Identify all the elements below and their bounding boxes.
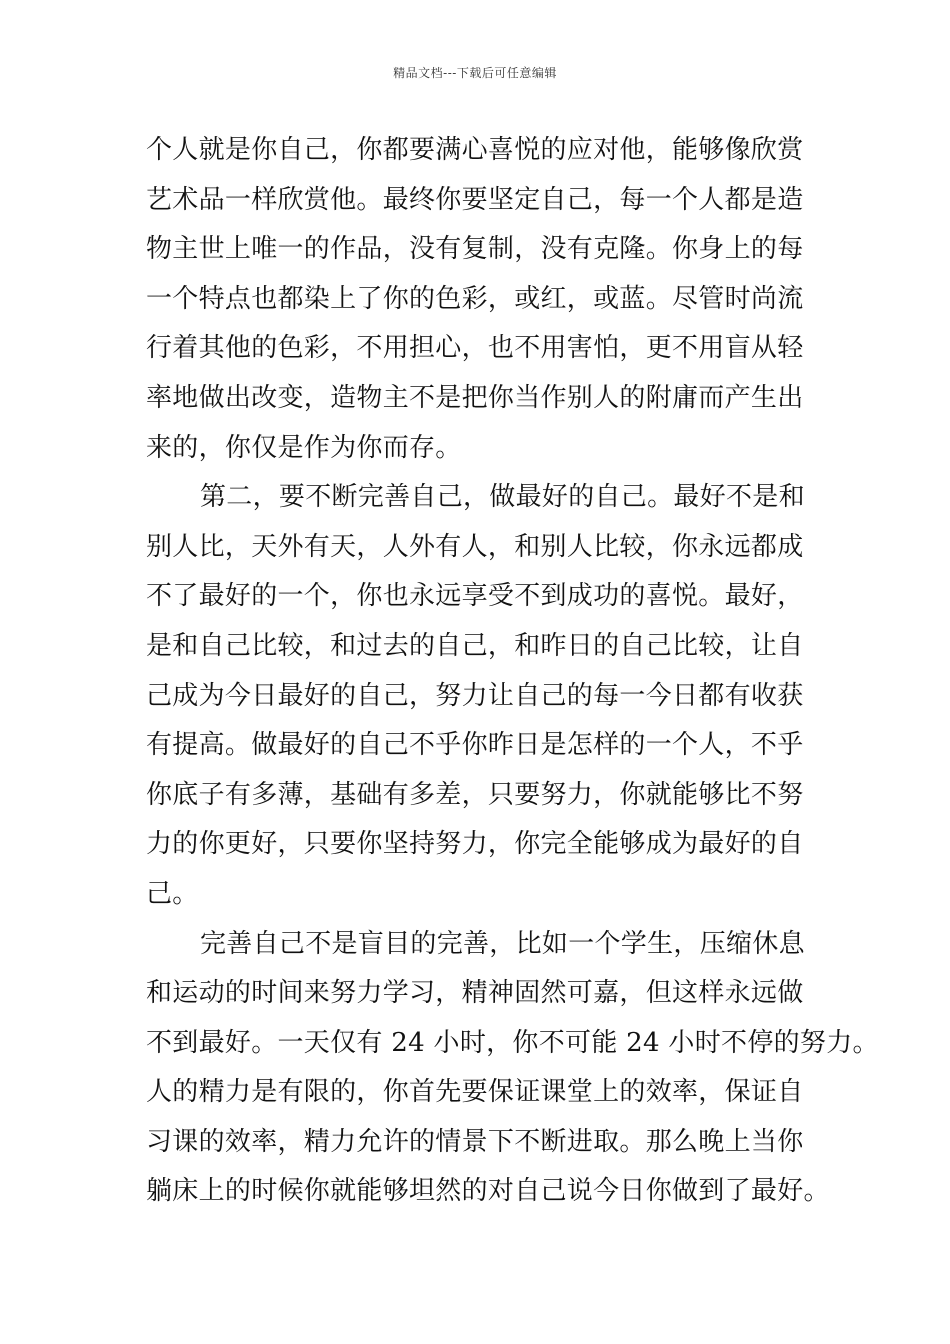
text-line: 物主世上唯一的作品，没有复制，没有克隆。你身上的每 (146, 234, 804, 265)
text-line: 个人就是你自己，你都要满心喜悦的应对他，能够像欣赏 (146, 135, 804, 165)
text-line: 你底子有多薄，基础有多差，只要努力，你就能够比不努 (146, 779, 804, 810)
text-line: 率地做出改变，造物主不是把你当作别人的附庸而产生出 (146, 382, 804, 413)
text-line: 有提高。做最好的自己不乎你昨日是怎样的一个人，不乎 (146, 730, 804, 761)
paragraph-first-line: 第二，要不断完善自己，做最好的自己。最好不是和 (200, 482, 805, 513)
text-line: 行着其他的色彩，不用担心，也不用害怕，更不用盲从轻 (146, 333, 804, 364)
text-line: 躺床上的时候你就能够坦然的对自己说今日你做到了最好。 (146, 1176, 830, 1207)
text-line: 力的你更好，只要你坚持努力，你完全能够成为最好的自 (146, 829, 804, 860)
text-line: 是和自己比较，和过去的自己，和昨日的自己比较，让自 (146, 630, 804, 661)
text-line: 不了最好的一个，你也永远享受不到成功的喜悦。最好， (146, 581, 804, 612)
text-line: 和运动的时间来努力学习，精神固然可嘉，但这样永远做 (146, 978, 804, 1009)
paragraph-first-line: 完善自己不是盲目的完善，比如一个学生，压缩休息 (200, 928, 805, 959)
document-body (146, 126, 879, 1217)
text-line: 一个特点也都染上了你的色彩，或红，或蓝。尽管时尚流 (146, 283, 804, 314)
text-line: 别人比，天外有天，人外有人，和别人比较，你永远都成 (146, 531, 804, 562)
text-line: 来的，你仅是作为你而存。 (146, 432, 462, 463)
text-line: 人的精力是有限的，你首先要保证课堂上的效率，保证自 (146, 1077, 804, 1108)
text-line: 不到最好。一天仅有 24 小时，你不可能 24 小时不停的努力。 (146, 1027, 879, 1058)
text-line: 艺术品一样欣赏他。最终你要坚定自己，每一个人都是造 (146, 184, 804, 215)
text-line: 己成为今日最好的自己，努力让自己的每一今日都有收获 (146, 680, 804, 711)
text-line: 己。 (146, 878, 199, 909)
page-header: 精品文档---下载后可任意编辑 (393, 66, 557, 80)
text-line: 习课的效率，精力允许的情景下不断进取。那么晚上当你 (146, 1126, 804, 1157)
